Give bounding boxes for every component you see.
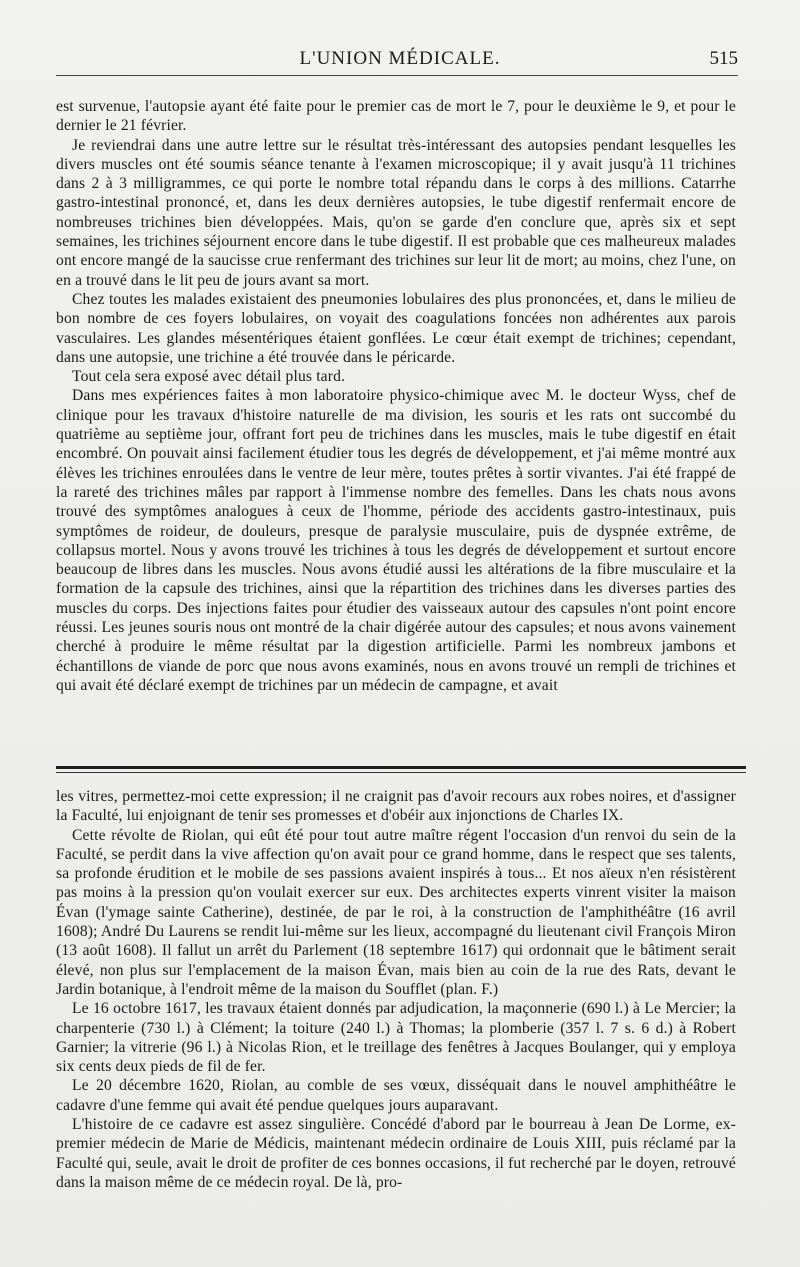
feuilleton-separator [56,766,746,774]
paragraph: Chez toutes les malades existaient des pneumonies lobulaires des plus prononcées, et, dans le milieu de bon nombre de ces foyers lobulaires, on voyait des coagulations foncées non adhérentes aux parois vasculaires. Les glandes mésentériques étaient gonflées. Le cœur était exempt de trichines; cependant, dans une autopsie, une trichine a été trouvée dans le péricarde. [56,290,736,366]
paragraph: est survenue, l'autopsie ayant été faite pour le premier cas de mort le 7, pour le deuxième le 9, et pour le dernier le 21 février. [56,98,736,135]
feuilleton-text [56,787,736,1192]
header-rule [56,75,738,76]
paragraph: L'histoire de ce cadavre est assez singulière. Concédé d'abord par le bourreau à Jean De Lorme, ex-premier médecin de Marie de Médicis, maintenant médecin ordinaire de Louis XIII, puis réclamé par la Faculté qui, seule, avait le droit de profiter de ces bonnes occasions, il fut recherché par le doyen, retrouvé dans la maison même de ce médecin royal. De là, pro- [56,1116,736,1191]
paragraph: Le 16 octobre 1617, les travaux étaient donnés par adjudication, la maçonnerie (690 l.) à Le Mercier; la charpenterie (730 l.) à Clément; la toiture (240 l.) à Thomas; la plomberie (357 l. 7 s. 6 d.) à Robert Garnier; la vitrerie (96 l.) à Nicolas Rion, et le treillage des fenêtres à Jacques Boulanger, qui y employa six cents deux pieds de fil de fer. [56,1000,736,1076]
paragraph: les vitres, permettez-moi cette expression; il ne craignit pas d'avoir recours aux robes noires, et d'assigner la Faculté, lui enjoignant de tenir ses promesses et d'obéir aux injonctions de Charles IX. [56,788,736,825]
paragraph: Dans mes expériences faites à mon laboratoire physico-chimique avec M. le docteur Wyss, chef de clinique pour les travaux d'histoire naturelle de ma division, les souris et les rats ont succombé du quatrième au septième jour, offrant fort peu de trichines dans les muscles, mais le tube digestif en était encombré. On pouvait ainsi facilement étudier tous les degrés de développement, et j'ai même montré aux élèves les trichines enroulées dans le ventre de leur mère, toutes prêtes à sortir vivantes. J'ai été frappé de la rareté des trichines mâles par rapport à l'immense nombre des femelles. Dans les chats nous avons trouvé des symptômes analogues à ceux de l'homme, période des accidents gastro-intestinaux, puis symptômes de roideur, de douleurs, presque de paralysie musculaire, puis de dyspnée extrême, de collapsus mortel. Nous y avons trouvé les trichines à tous les degrés de développement et surtout encore beaucoup de libres dans les muscles. Nous avons étudié aussi les altérations de la fibre musculaire et la formation de la capsule des trichines, ainsi que la répartition des trichines dans les diverses parties des muscles du corps. Des injections faites pour étudier des vaisseaux autour des capsules n'ont point encore réussi. Les jeunes souris nous ont montré de la chair digérée autour des capsules; et nous avons vainement cherché à produire le même résultat par la digestion artificielle. Parmi les nombreux jambons et échantillons de viande de porc que nous avons examinés, nous en avons trouvé un rempli de trichines et qui avait été déclaré exempt de trichines par un médecin de campagne, et avait [56,387,736,694]
journal-title: L'UNION MÉDICALE. [299,48,501,69]
separator-thin-rule [56,772,746,773]
paragraph: Le 20 décembre 1620, Riolan, au comble de ses vœux, disséquait dans le nouvel amphithéâtre le cadavre d'une femme qui avait été pendue quelques jours auparavant. [56,1077,736,1114]
main-article-text [56,97,736,695]
page-number: 515 [709,48,738,69]
paragraph: Je reviendrai dans une autre lettre sur le résultat très-intéressant des autopsies pendant lesquelles les divers muscles ont été soumis séance tenante à l'examen microscopique; il y avait jusqu'à 11 trichines dans 2 à 3 milligrammes, ce qui porte le nombre total répandu dans le corps à des millions. Catarrhe gastro-intestinal prononcé, et, dans les deux dernières autopsies, le tube digestif renfermait encore de nombreuses trichines bien développées. Mais, qu'on se garde d'en conclure que, après six et sept semaines, les trichines séjournent encore dans le tube digestif. Il est probable que ces malheureux malades ont encore mangé de la saucisse crue renfermant des trichines sur leur lit de mort; au moins, chez l'une, on en a trouvé dans le lit peu de jours avant sa mort. [56,136,736,289]
separator-thick-rule [56,766,746,769]
running-header [56,48,744,74]
paragraph: Tout cela sera exposé avec détail plus tard. [72,368,346,386]
paragraph: Cette révolte de Riolan, qui eût été pour tout autre maître régent l'occasion d'un renvoi du sein de la Faculté, se perdit dans la vive affection qu'on avait pour ce grand homme, dans le respect que ses talents, sa profonde érudition et le mobile de ses passions avaient inspirés à tous... Et nos aïeux n'en résistèrent pas moins à la pression qu'on voulait exercer sur eux. Des architectes experts vinrent visiter la maison Évan (l'ymage sainte Catherine), destinée, de par le roi, à la construction de l'amphithéâtre (16 avril 1608); André Du Laurens se rendit lui-même sur les lieux, accompagné du lieutenant civil François Miron (13 août 1608). Il fallut un arrêt du Parlement (18 septembre 1617) qui ordonnait que le bâtiment serait élevé, non plus sur l'emplacement de la maison Évan, mais bien au coin de la rue des Rats, devant le Jardin botanique, à l'endroit même de la maison du Soufflet (plan. F.) [56,826,736,998]
